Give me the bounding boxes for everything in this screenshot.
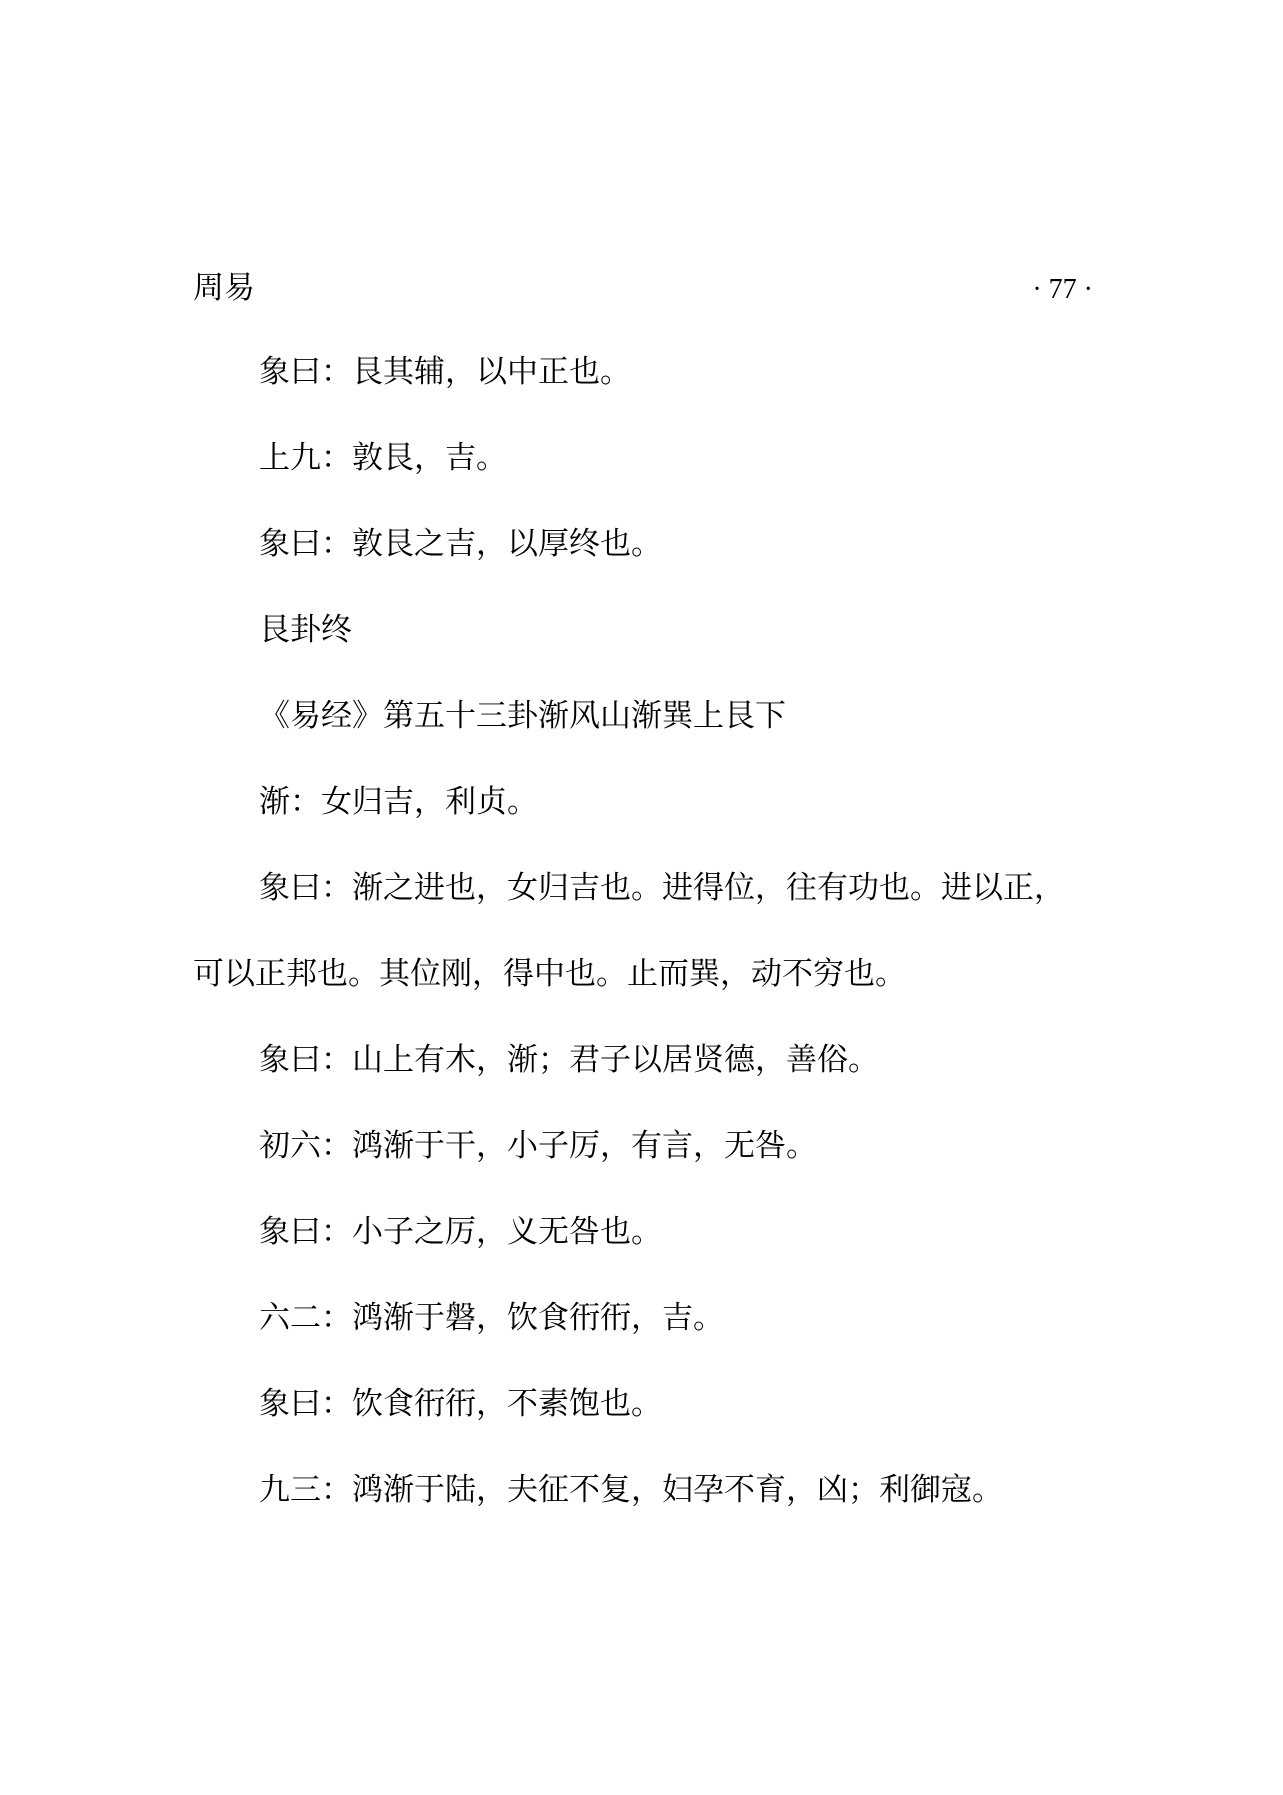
paragraph: 渐：女归吉，利贞。 [259,784,538,820]
page-number: · 77 · [1032,274,1093,305]
running-header-title: 周易 [193,270,255,306]
paragraph: 象曰：小子之厉，义无咎也。 [259,1214,662,1250]
paragraph: 六二：鸿渐于磐，饮食衎衎，吉。 [259,1300,724,1336]
paragraph: 象曰：饮食衎衎，不素饱也。 [259,1386,662,1422]
paragraph: 初六：鸿渐于干，小子厉，有言，无咎。 [259,1128,817,1164]
paragraph: 九三：鸿渐于陆，夫征不复，妇孕不育，凶；利御寇。 [259,1472,1003,1508]
paragraph: 象曰：敦艮之吉，以厚终也。 [259,526,662,562]
paragraph: 象曰：艮其辅，以中正也。 [259,354,631,390]
paragraph-continuation: 可以正邦也。其位刚，得中也。止而巽，动不穷也。 [193,956,906,992]
section-end-note: 艮卦终 [259,612,352,648]
paragraph: 象曰：渐之进也，女归吉也。进得位，往有功也。进以正， [259,870,1065,906]
section-heading: 《易经》第五十三卦渐风山渐巽上艮下 [259,698,786,734]
paragraph: 象曰：山上有木，渐；君子以居贤德，善俗。 [259,1042,879,1078]
paragraph: 上九：敦艮，吉。 [259,440,507,476]
